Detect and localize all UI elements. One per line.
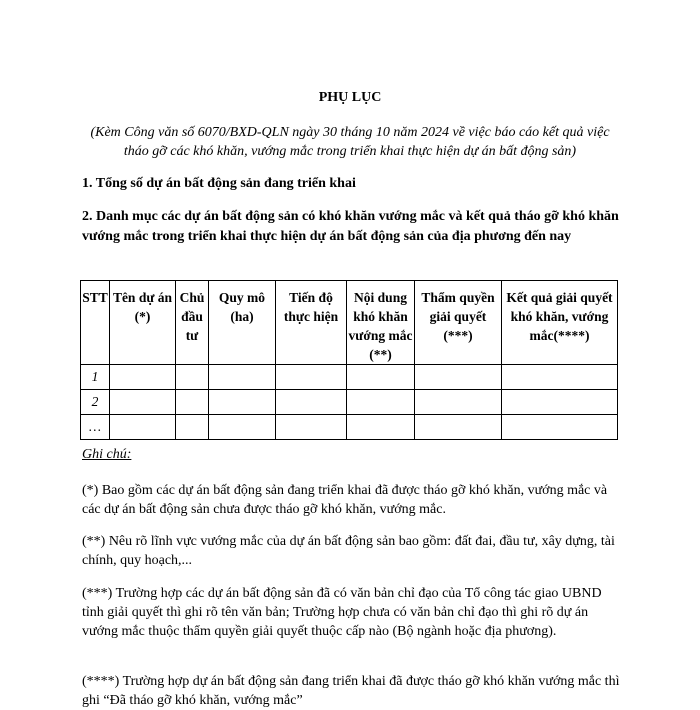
table-cell: [347, 365, 415, 390]
note-2: (**) Nêu rõ lĩnh vực vướng mắc của dự án bất động sản bao gồm: đất đai, đầu tư, xây dựng, tài chính, quy hoạch,...: [82, 534, 615, 568]
table-cell: [209, 365, 276, 390]
notes-title: Ghi chú:: [82, 447, 132, 462]
table-cell: [110, 390, 176, 415]
table-cell: [347, 415, 415, 440]
table-cell: [502, 365, 618, 390]
row-number: 2: [81, 390, 110, 415]
section-1-heading: 1. Tổng số dự án bất động sản đang triển khai: [82, 176, 356, 191]
project-table: [80, 280, 618, 440]
table-cell: [209, 415, 276, 440]
column-header: Thẩm quyền giải quyết (***): [415, 281, 502, 365]
table-header-row: [81, 281, 618, 365]
column-header: Chủ đầu tư: [176, 281, 209, 365]
note-3: (***) Trường hợp các dự án bất động sản đã có văn bản chỉ đạo của Tổ công tác giao UBND tỉnh giải quyết thì ghi rõ tên văn bản; Trường hợp chưa có văn bản chỉ đạo thì ghi rõ dự án vướng mắc thuộc thẩm quyền giải quyết thuộc cấp nào (Bộ ngành hoặc địa phương).: [82, 586, 602, 639]
table-cell: [176, 415, 209, 440]
table-cell: [415, 390, 502, 415]
table-cell: [276, 365, 347, 390]
table-cell: [415, 415, 502, 440]
column-header: Nội dung khó khăn vướng mắc (**): [347, 281, 415, 365]
column-header: Quy mô (ha): [209, 281, 276, 365]
table-cell: [110, 415, 176, 440]
note-1: (*) Bao gồm các dự án bất động sản đang triển khai đã được tháo gỡ khó khăn, vướng mắc và các dự án bất động sản chưa được tháo gỡ khó khăn, vướng mắc.: [82, 483, 608, 517]
table-cell: [502, 415, 618, 440]
note-4: (****) Trường hợp dự án bất động sản đang triển khai đã được tháo gỡ khó khăn vướng mắc thì ghi “Đã tháo gỡ khó khăn, vướng mắc”: [82, 674, 620, 708]
row-number: …: [81, 415, 110, 440]
document-title: PHỤ LỤC: [318, 90, 382, 105]
table-cell: [209, 390, 276, 415]
table-cell: [276, 390, 347, 415]
table-row: [81, 390, 618, 415]
table-row: [81, 365, 618, 390]
section-2-heading: 2. Danh mục các dự án bất động sản có khó khăn vướng mắc và kết quả tháo gỡ khó khăn vướng mắc trong triển khai thực hiện dự án bất động sản của địa phương đến nay: [82, 209, 619, 244]
table-cell: [110, 365, 176, 390]
column-header: STT: [81, 281, 110, 365]
row-number: 1: [81, 365, 110, 390]
column-header: Tên dự án (*): [110, 281, 176, 365]
table-cell: [176, 390, 209, 415]
column-header: Kết quả giải quyết khó khăn, vướng mắc(****): [502, 281, 618, 365]
document-subtitle: (Kèm Công văn số 6070/BXD-QLN ngày 30 tháng 10 năm 2024 về việc báo cáo kết quả việc tháo gỡ các khó khăn, vướng mắc trong triển khai thực hiện dự án bất động sản): [90, 125, 610, 159]
column-header: Tiến độ thực hiện: [276, 281, 347, 365]
table-row: [81, 415, 618, 440]
table-cell: [502, 390, 618, 415]
table-cell: [347, 390, 415, 415]
table-cell: [415, 365, 502, 390]
table-cell: [276, 415, 347, 440]
table-cell: [176, 365, 209, 390]
